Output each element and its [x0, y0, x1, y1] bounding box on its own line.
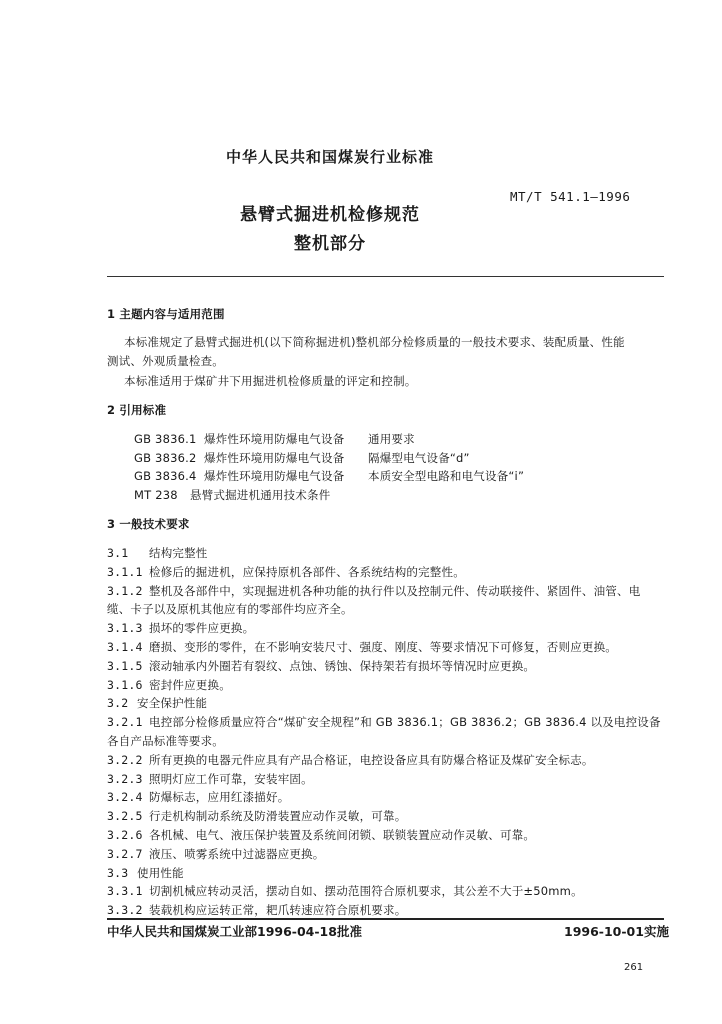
clause-text: 滚动轴承内外圈若有裂纹、点蚀、锈蚀、保持架若有损坏等情况时应更换。	[149, 659, 536, 673]
clause-number: 3.1.2	[107, 584, 143, 598]
clause-item	[107, 714, 661, 730]
clause-number: 3.2.5	[107, 809, 143, 823]
clause-continuation	[107, 733, 224, 749]
clause-number: 3.1.5	[107, 659, 143, 673]
clause-text: 安全保护性能	[137, 696, 208, 710]
clause-item	[107, 883, 583, 899]
clause-text: 液压、喷雾系统中过滤器应更换。	[149, 847, 325, 861]
reference-code: GB 3836.2	[134, 451, 197, 465]
clause-number: 3.2.1	[107, 715, 143, 729]
clause-text: 装载机构应运转正常，耙爪转速应符合原机要求。	[149, 903, 407, 917]
clause-item	[107, 789, 289, 805]
clause-number: 3.1.4	[107, 640, 143, 654]
section-2-heading: 2 引用标准	[107, 403, 167, 417]
clause-text: 所有更换的电器元件应具有产品合格证，电控设备应具有防爆合格证及煤矿安全标志。	[149, 753, 594, 767]
clause-number: 3.1	[107, 546, 129, 560]
clause-number: 3.2.3	[107, 772, 143, 786]
reference-item	[134, 450, 470, 466]
clause-number: 3.2.2	[107, 753, 143, 767]
reference-code: MT 238	[134, 488, 178, 502]
clause-text: 切割机械应转动灵活，摆动自如、摆动范围符合原机要求，其公差不大于±50mm。	[149, 884, 583, 898]
clause-item	[107, 752, 594, 768]
clause-item	[107, 677, 231, 693]
clause-text: 行走机构制动系统及防滑装置应动作灵敏，可靠。	[149, 809, 407, 823]
reference-title: 爆炸性环境用防爆电气设备	[204, 432, 345, 446]
reference-code: GB 3836.4	[134, 469, 197, 483]
clause-text: 检修后的掘进机，应保持原机各部件、各系统结构的完整性。	[149, 565, 465, 579]
reference-subtitle: 隔爆型电气设备“d”	[368, 451, 470, 465]
clause-text: 照明灯应工作可靠，安装牢固。	[149, 772, 313, 786]
reference-item	[134, 487, 330, 503]
reference-item	[134, 468, 524, 484]
clause-text: 防爆标志，应用红漆描好。	[149, 790, 290, 804]
reference-subtitle: 本质安全型电路和电气设备“i”	[368, 469, 525, 483]
clause-number: 3.1.1	[107, 565, 143, 579]
clause-number: 3.1.6	[107, 678, 143, 692]
standard-number: MT/T 541.1—1996	[510, 189, 631, 204]
implementation-date: 1996-10-01实施	[564, 924, 669, 939]
footer-divider	[107, 918, 664, 920]
clause-item	[107, 620, 254, 636]
document-subtitle: 整机部分	[294, 234, 366, 254]
reference-title: 爆炸性环境用防爆电气设备	[204, 451, 345, 465]
clause-number: 3.2.7	[107, 847, 143, 861]
clause-text: 电控部分检修质量应符合“煤矿安全规程”和 GB 3836.1；GB 3836.2；GB 3836.4 以及电控设备	[149, 715, 661, 729]
clause-item	[107, 658, 535, 674]
section-1-paragraph-1: 本标准规定了悬臂式掘进机(以下简称掘进机)整机部分检修质量的一般技术要求、装配质量、性能	[124, 335, 625, 349]
section-3-heading: 3 一般技术要求	[107, 517, 190, 531]
clause-text: 磨损、变形的零件，在不影响安装尺寸、强度、刚度、等要求情况下可修复，否则应更换。	[149, 640, 617, 654]
clause-text: 缆、卡子以及原机其他应有的零部件均应齐全。	[107, 602, 353, 616]
clause-text: 使用性能	[137, 866, 184, 880]
clause-item	[107, 808, 406, 824]
section-1-paragraph-1-cont: 测试、外观质量检查。	[107, 354, 224, 368]
clause-item	[107, 583, 640, 599]
clause-text: 结构完整性	[149, 546, 208, 560]
section-1-paragraph-2: 本标准适用于煤矿井下用掘进机检修质量的评定和控制。	[124, 374, 417, 388]
clause-number: 3.3.2	[107, 903, 143, 917]
clause-item	[107, 771, 313, 787]
clause-item	[107, 827, 535, 843]
clause-text: 密封件应更换。	[149, 678, 231, 692]
reference-title: 悬臂式掘进机通用技术条件	[190, 488, 331, 502]
clause-item	[107, 545, 208, 561]
reference-title: 爆炸性环境用防爆电气设备	[204, 469, 345, 483]
header-divider	[107, 276, 664, 277]
reference-item	[134, 431, 415, 447]
document-title: 悬臂式掘进机检修规范	[240, 205, 420, 225]
approval-statement: 中华人民共和国煤炭工业部1996-04-18批准	[107, 924, 362, 939]
clause-item	[107, 902, 406, 918]
clause-number: 3.1.3	[107, 621, 143, 635]
clause-item	[107, 564, 465, 580]
clause-number: 3.2.4	[107, 790, 143, 804]
clause-number: 3.3.1	[107, 884, 143, 898]
clause-item	[107, 865, 184, 881]
clause-number: 3.2	[107, 696, 129, 710]
clause-item	[107, 639, 617, 655]
issuing-organization: 中华人民共和国煤炭行业标准	[225, 148, 434, 166]
clause-item	[107, 695, 207, 711]
section-1-heading: 1 主题内容与适用范围	[107, 307, 225, 321]
clause-number: 3.3	[107, 866, 129, 880]
clause-continuation	[107, 601, 353, 617]
clause-text: 各机械、电气、液压保护装置及系统间闭锁、联锁装置应动作灵敏、可靠。	[149, 828, 536, 842]
reference-subtitle: 通用要求	[368, 432, 415, 446]
clause-text: 整机及各部件中，实现掘进机各种功能的执行件以及控制元件、传动联接件、紧固件、油管、电	[149, 584, 641, 598]
clause-number: 3.2.6	[107, 828, 143, 842]
clause-text: 损坏的零件应更换。	[149, 621, 255, 635]
reference-code: GB 3836.1	[134, 432, 197, 446]
clause-text: 各自产品标准等要求。	[107, 734, 224, 748]
page-number: 261	[624, 962, 644, 973]
clause-item	[107, 846, 325, 862]
